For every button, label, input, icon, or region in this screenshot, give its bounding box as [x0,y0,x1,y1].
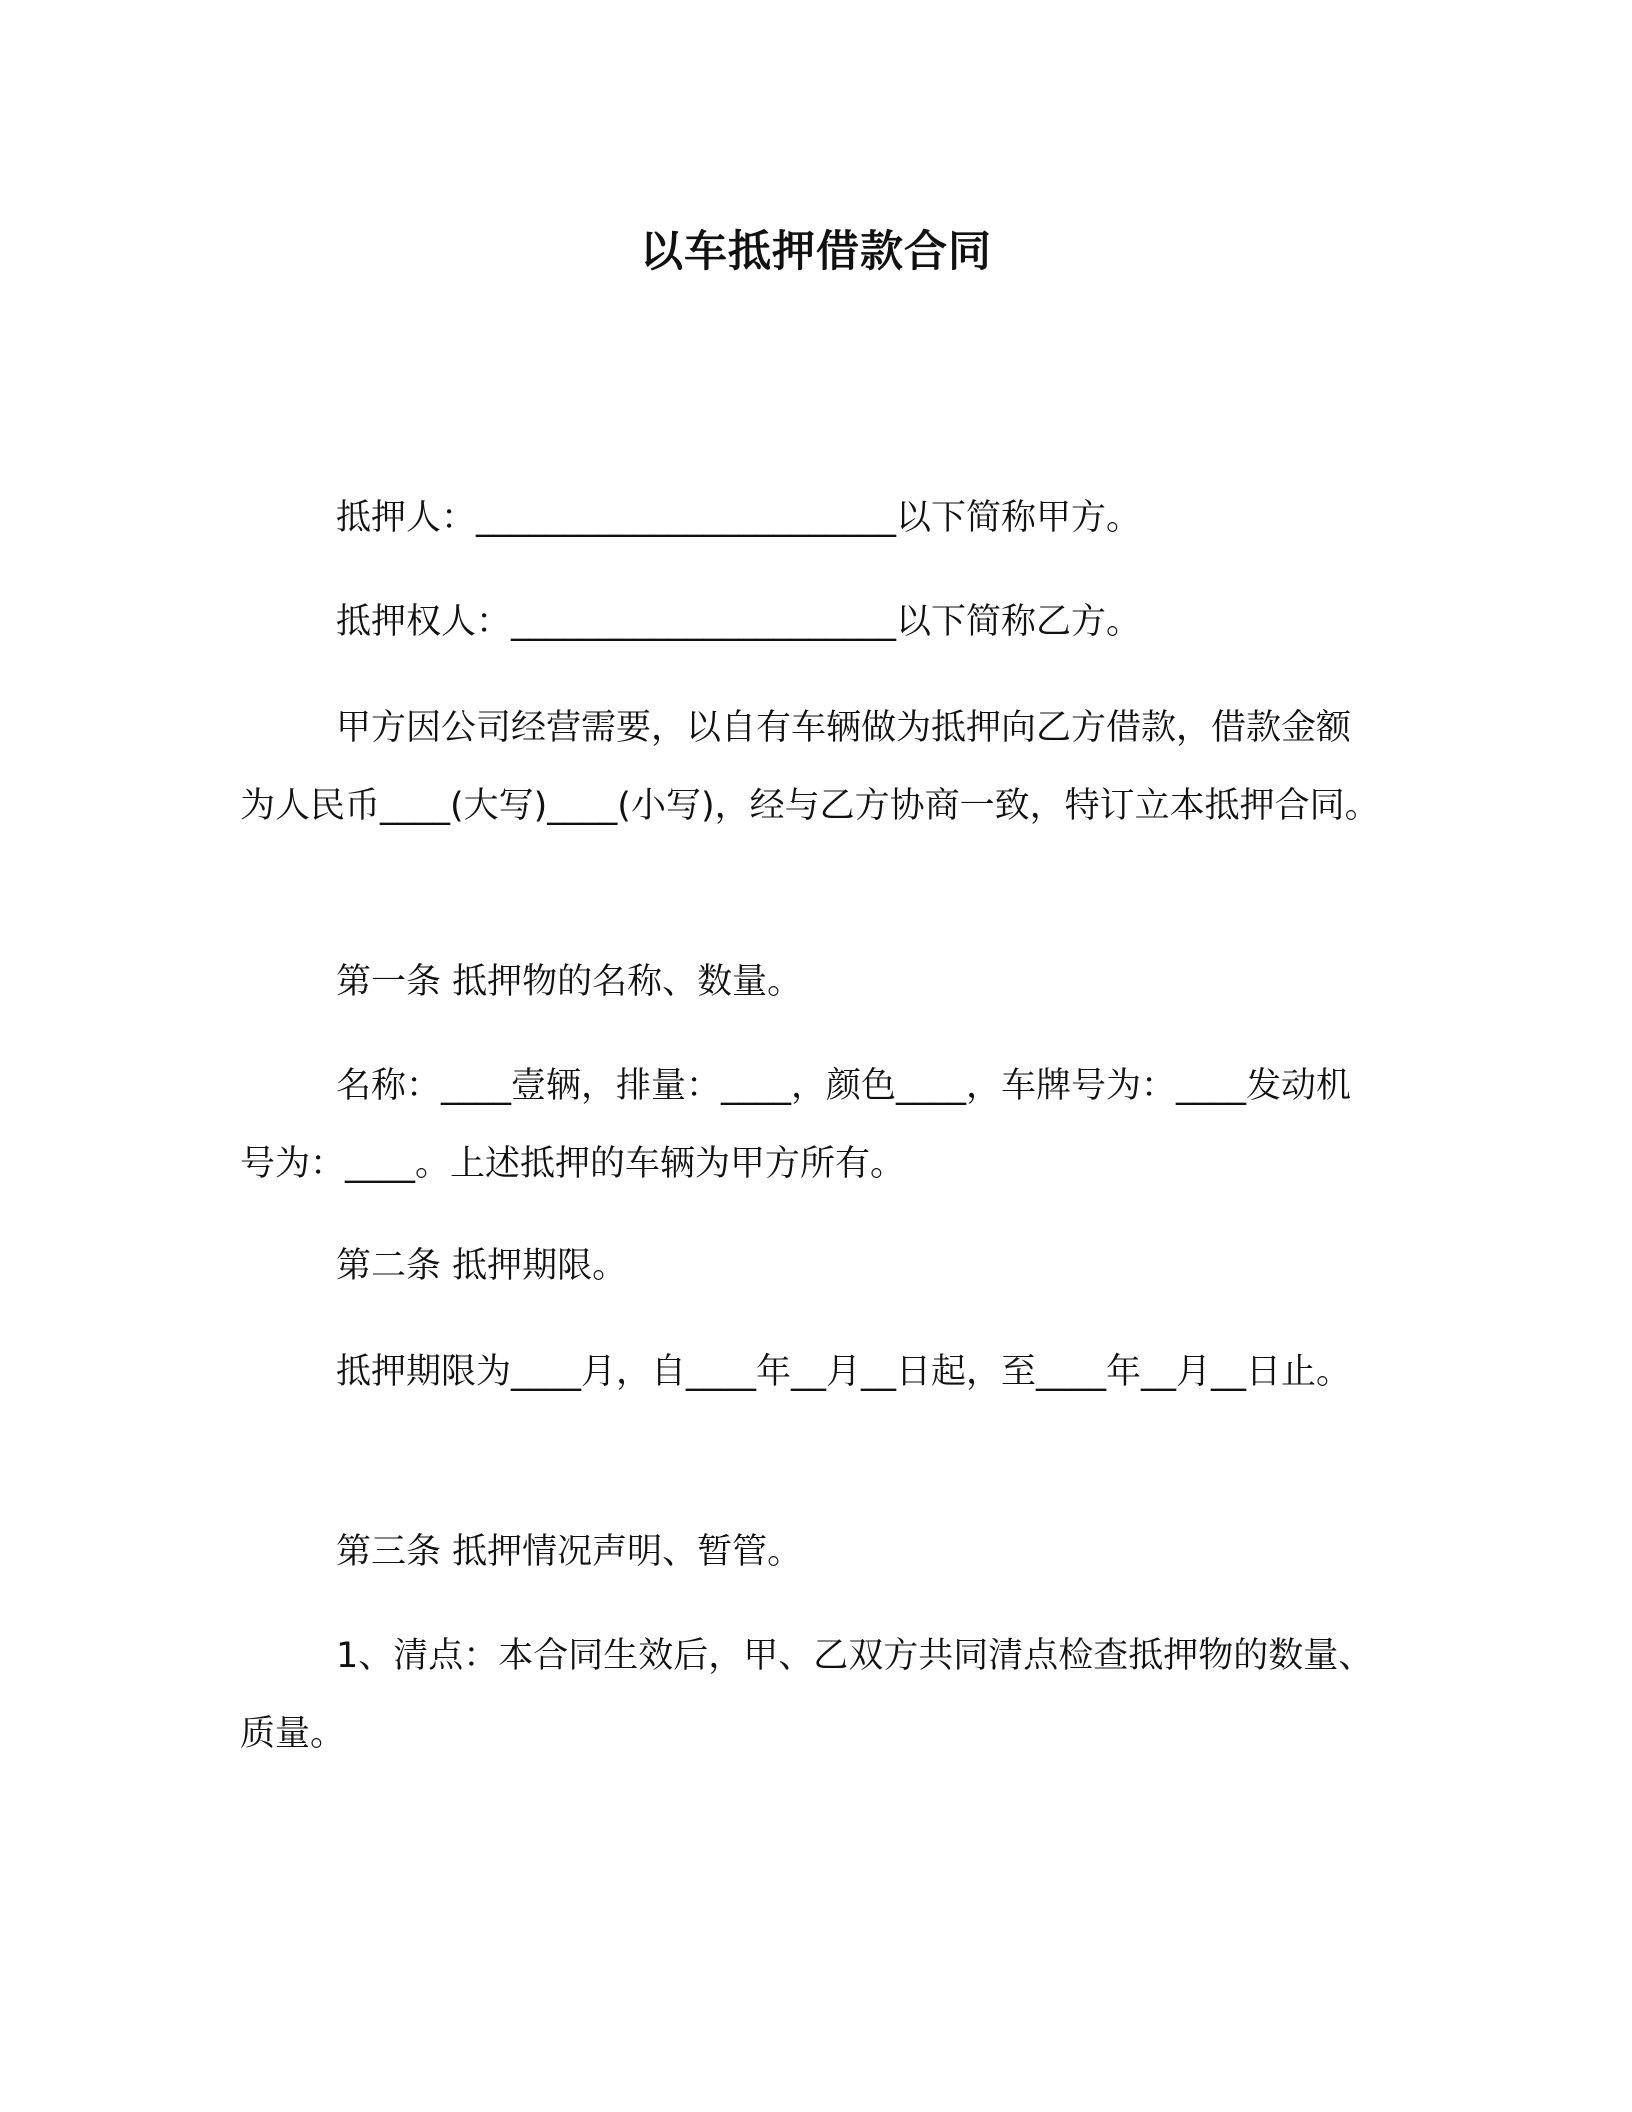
pledge-term-paragraph: 抵押期限为____月，自____年__月__日起，至____年__月__日止。 [336,1352,1352,1392]
inventory-clause-paragraph: 1、清点：本合同生效后，甲、乙双方共同清点检查抵押物的数量、质量。 [240,1636,1374,1754]
loan-purpose-paragraph: 甲方因公司经营需要，以自有车辆做为抵押向乙方借款，借款金额为人民币____(大写)____(小写)，经与乙方协商一致，特订立本抵押合同。 [240,708,1380,826]
vehicle-details-paragraph: 名称：____壹辆，排量：____，颜色____，车牌号为：____发动机号为：____。上述抵押的车辆为甲方所有。 [240,1066,1352,1184]
article-one-heading: 第一条 抵押物的名称、数量。 [336,962,803,1002]
pledgor-line: 抵押人：________________________以下简称甲方。 [336,498,1142,538]
document-title: 以车抵押借款合同 [640,227,992,277]
article-three-heading: 第三条 抵押情况声明、暂管。 [336,1532,803,1572]
article-two-heading: 第二条 抵押期限。 [336,1246,628,1286]
pledgee-line: 抵押权人：______________________以下简称乙方。 [336,602,1142,642]
